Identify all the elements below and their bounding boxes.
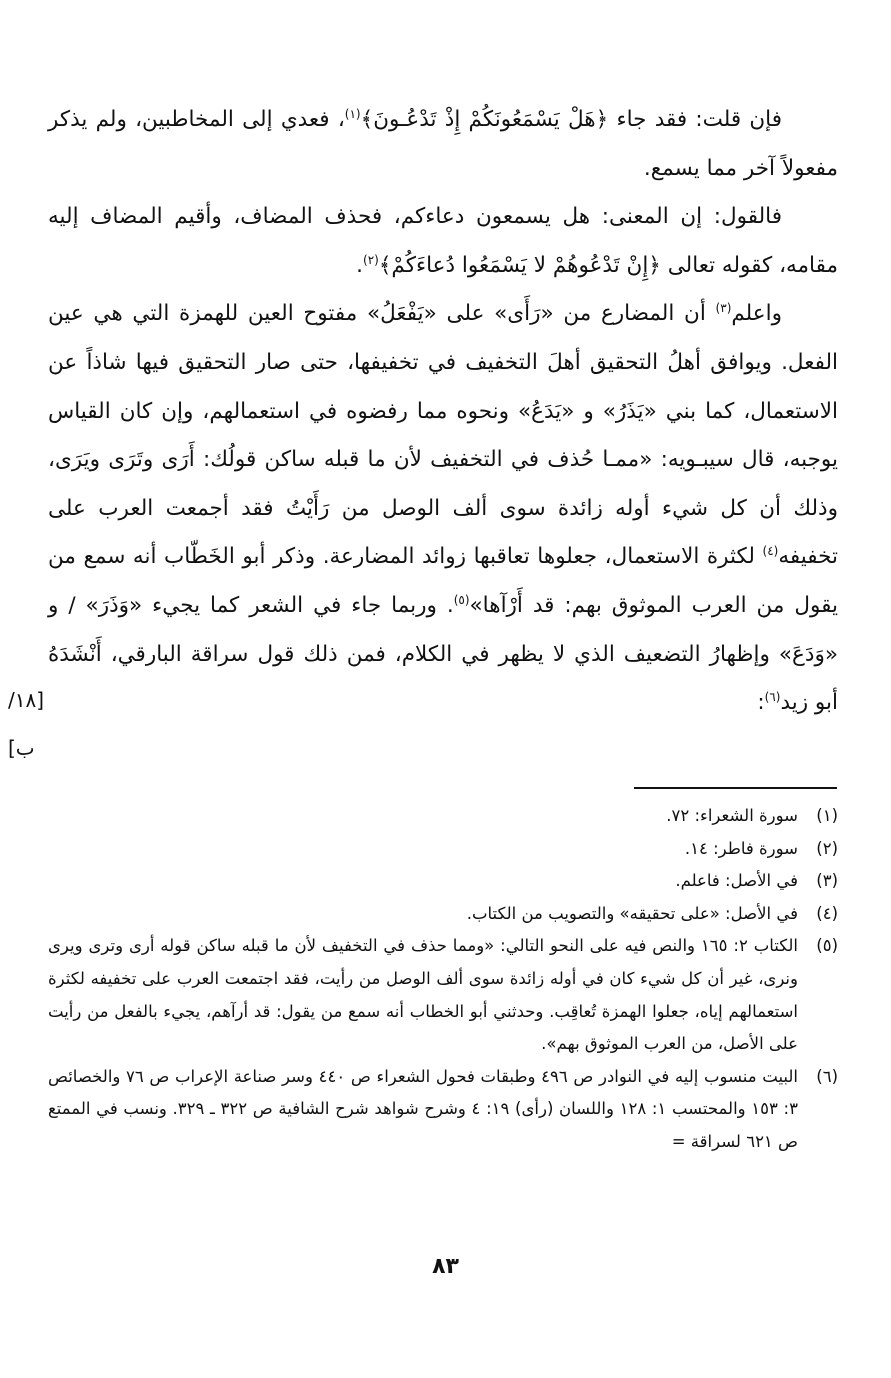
footnote-number: (٥): [816, 936, 838, 956]
footnote-text: سورة الشعراء: ٧٢.: [666, 806, 798, 825]
footnote-3: [48, 865, 838, 898]
footnote-2: [48, 833, 838, 866]
footnote-ref: (٢): [363, 252, 379, 267]
paragraph-question: [48, 96, 838, 193]
paragraph-tail: لكثرة الاستعمال، جعلوها تعاقبها زوائد المضارعة. وذكر أبو الخَطّاب أنه سمع من يقول من العرب الموثوق بهم: قد أَرْآها»: [48, 544, 838, 618]
footnote-number: (٦): [816, 1066, 838, 1086]
footnote-number: (٢): [816, 838, 838, 858]
footnote-separator: [634, 787, 837, 789]
footnote-ref: (١): [344, 106, 361, 121]
footnotes: [48, 800, 838, 1159]
footnote-ref: (٥): [453, 592, 470, 607]
footnote-5: [48, 930, 838, 1060]
footnote-1: [48, 800, 838, 833]
footnote-text: سورة فاطر: ١٤.: [684, 838, 798, 858]
paragraph-text: فالقول: إن المعنى: هل يسمعون دعاءكم، فحذف المضاف، وأقيم المضاف إليه مقامه، كقوله تعالى ﴿إِنْ تَدْعُوهُمْ لا يَسْمَعُوا دُعاءَكُمْ﴾: [48, 204, 838, 278]
footnote-text: البيت منسوب إليه في النوادر ص ٤٩٦ وطبقات فحول الشعراء ص ٤٤٠ وسر صناعة الإعراب ص ٧٦ والخصائص ٣: ١٥٣ والمحتسب ١: ١٢٨ واللسان (رأى) ١٩: ٤ وشرح شواهد شرح الشافية ص ٣٢٢ ـ ٣٢٩. ونسب في الممتع ص ٦٢١ لسراقة =: [48, 1066, 799, 1151]
page-number: ٨٣: [432, 1254, 459, 1279]
paragraph-tail: أن المضارع من «رَأَى» على «يَفْعَلُ» مفتوح العين للهمزة التي هي عين الفعل. ويوافق أهلُ التحقيق أهلَ التخفيف في تخفيفها، حتى صار التحقيق فيها شاذاً عن الاستعمال، كما بني «يَذَرُ» و «يَدَعُ» ونحوه مما رفضوه في استعمالهم، وإن كان القياس يوجبه، قال سيبـويه: «ممـا حُذف في التخفيف لأن ما قبله ساكن قولُك: أَرَى وتَرَى ويَرَى، وذلك أن كل شيء أوله زائدة سوى ألف الوصل من رَأَيْتُ فقد أجمعت العرب على تخفيفه: [48, 301, 838, 570]
footnote-6: [48, 1061, 838, 1159]
footnote-ref: (٣): [715, 301, 732, 316]
paragraph-tail: . وربما جاء في الشعر كما يجيء «وَذَرَ» / و «وَدَعَ» وإظهارُ التضعيف الذي لا يظهر في الكلام، فمن ذلك قول سراقة البارقي، أَنْشَدَهُ أبو زيد: [48, 592, 838, 716]
footnote-ref: (٦): [764, 689, 781, 704]
footnote-text: في الأصل: فاعلم.: [675, 871, 798, 891]
main-text: [48, 96, 838, 728]
paragraph-text: واعلم: [731, 301, 782, 327]
paragraph-tail: ، فعدي إلى المخاطبين، ولم يذكر مفعولاً آخر مما يسمع.: [48, 107, 838, 181]
paragraph-text: فإن قلت: فقد جاء ﴿هَلْ يَسْمَعُونَكُمْ إِذْ تَدْعُـونَ﴾: [360, 107, 782, 132]
manuscript-folio-marker: [١٨/ب]: [8, 688, 45, 760]
footnote-number: (١): [816, 806, 838, 825]
paragraph-discussion: [48, 290, 838, 727]
paragraph-answer: [48, 193, 838, 290]
footnote-number: (٣): [816, 871, 838, 891]
footnote-number: (٤): [816, 903, 838, 923]
footnote-4: [48, 898, 838, 931]
paragraph-tail: :: [757, 690, 765, 716]
footnote-ref: (٤): [762, 544, 779, 559]
footnote-text: الكتاب ٢: ١٦٥ والنص فيه على النحو التالي: «ومما حذف في التخفيف لأن ما قبله ساكن قوله أرى وترى ويرى ونرى، غير أن كل شيء كان في أوله زائدة سوى ألف الوصل من رأيت، فقد اجتمعت العرب على تخفيفه لكثرة استعمالهم إياه، جعلوا الهمزة تُعاقِب. وحدثني أبو الخطاب أنه سمع من يقول: قد أرآهم، يجيء بالفعل من رأيت على الأصل، من العرب الموثوق بهم».: [48, 936, 798, 1054]
footnote-text: في الأصل: «على تحقيقه» والتصويب من الكتاب.: [466, 903, 798, 923]
paragraph-tail: .: [356, 252, 363, 278]
